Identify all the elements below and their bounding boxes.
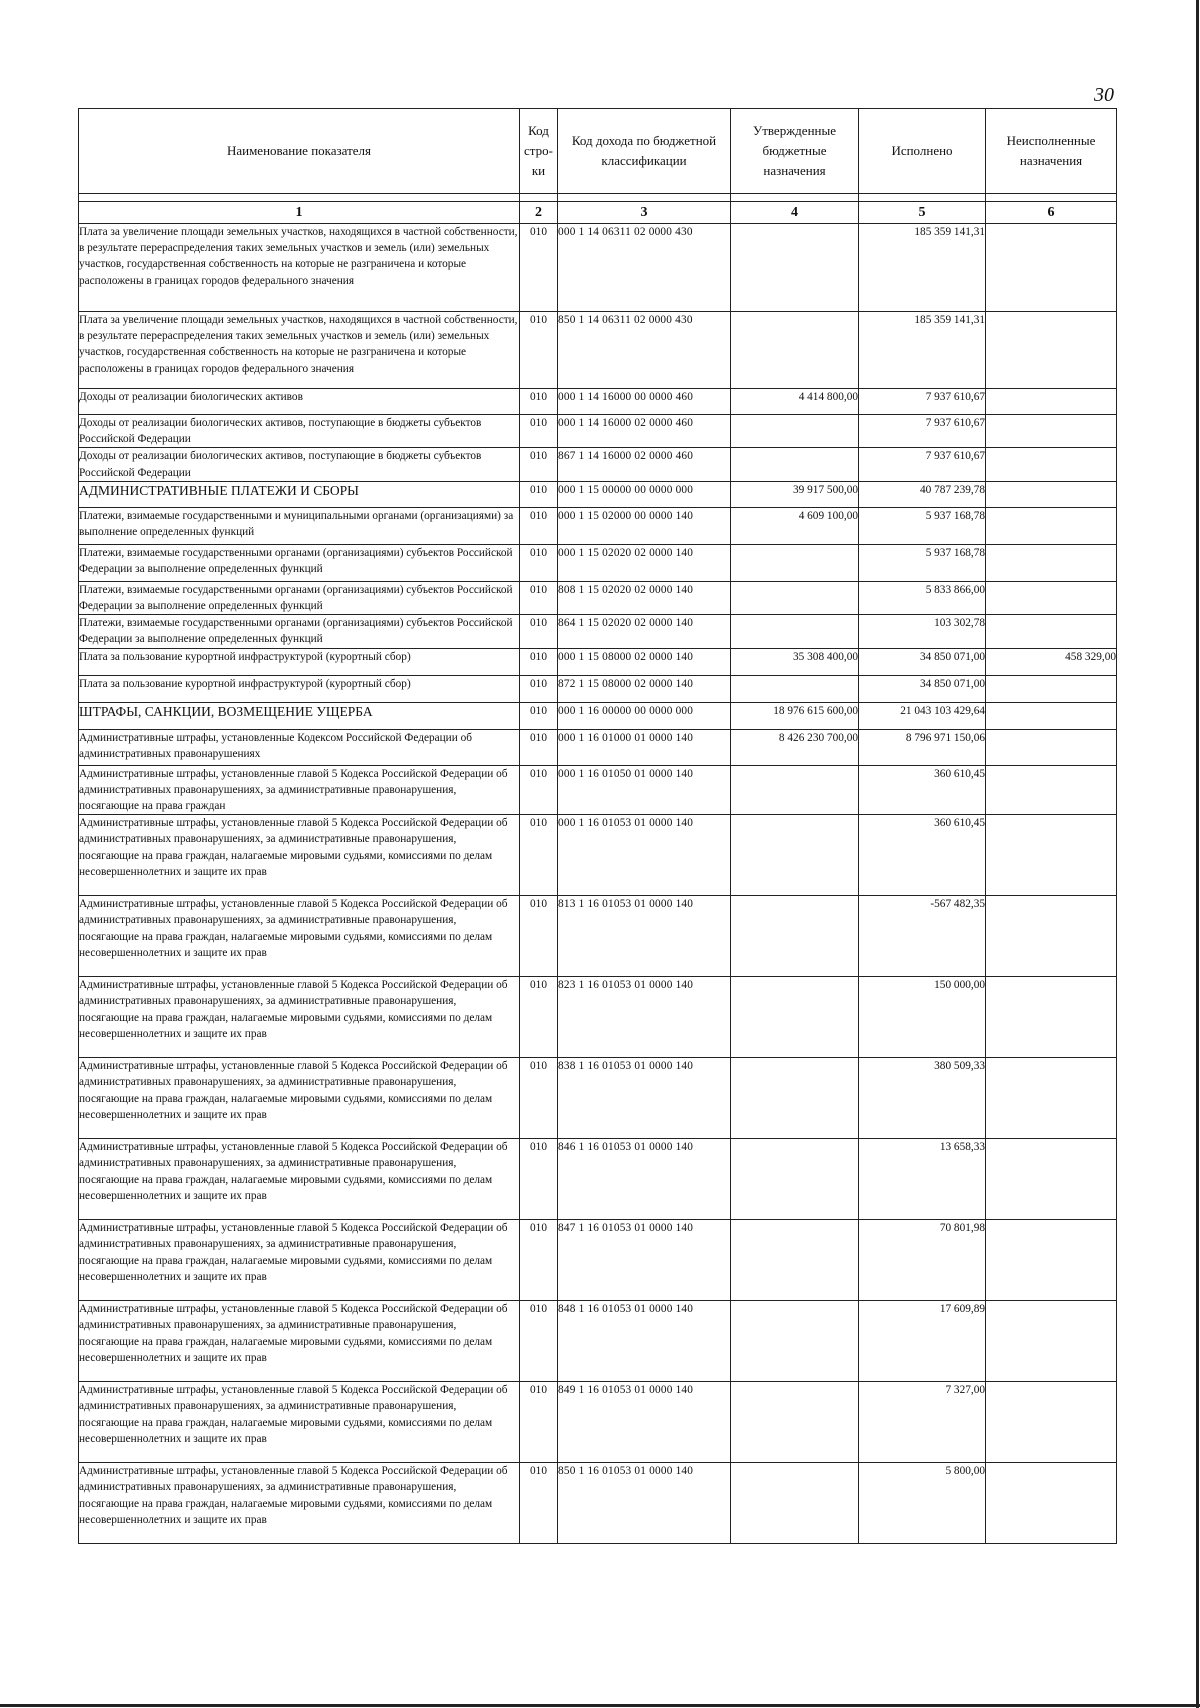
row-unexecuted [986, 1463, 1117, 1544]
row-executed: 7 937 610,67 [859, 448, 986, 481]
row-unexecuted [986, 1301, 1117, 1382]
row-approved: 4 609 100,00 [731, 507, 859, 544]
row-approved [731, 544, 859, 581]
row-income-code: 000 1 15 00000 00 0000 000 [558, 481, 731, 507]
table-row [79, 815, 1117, 896]
row-income-code: 849 1 16 01053 01 0000 140 [558, 1382, 731, 1463]
table-row [79, 702, 1117, 729]
row-income-code: 848 1 16 01053 01 0000 140 [558, 1301, 731, 1382]
row-name: Административные штрафы, установленные главой 5 Кодекса Российской Федерации об административных правонарушениях, за административные правонарушения, посягающие на права граждан, налагаемые мировыми судьями, комиссиями по делам несовершеннолетних и защите их прав [79, 1382, 520, 1463]
row-approved [731, 581, 859, 614]
table-row [79, 224, 1117, 312]
table-row [79, 1301, 1117, 1382]
row-approved [731, 896, 859, 977]
table-row [79, 1139, 1117, 1220]
row-name: Платежи, взимаемые государственными и муниципальными органами (организациями) за выполнение определенных функций [79, 507, 520, 544]
row-income-code: 846 1 16 01053 01 0000 140 [558, 1139, 731, 1220]
budget-execution-table [78, 108, 1117, 1544]
row-line-code: 010 [520, 815, 558, 896]
row-line-code: 010 [520, 448, 558, 481]
header-indicator-name: Наименование показателя [79, 109, 520, 194]
row-name: Доходы от реализации биологических активов, поступающие в бюджеты субъектов Российской Федерации [79, 448, 520, 481]
row-unexecuted [986, 815, 1117, 896]
row-executed: 185 359 141,31 [859, 312, 986, 389]
row-line-code: 010 [520, 648, 558, 675]
row-unexecuted [986, 896, 1117, 977]
row-line-code: 010 [520, 389, 558, 415]
row-name: Административные штрафы, установленные главой 5 Кодекса Российской Федерации об административных правонарушениях, за административные правонарушения, посягающие на права граждан, налагаемые мировыми судьями, комиссиями по делам несовершеннолетних и защите их прав [79, 1301, 520, 1382]
row-unexecuted [986, 312, 1117, 389]
column-number: 6 [986, 202, 1117, 224]
row-executed: 34 850 071,00 [859, 648, 986, 675]
row-unexecuted [986, 615, 1117, 648]
row-line-code: 010 [520, 1382, 558, 1463]
row-approved [731, 615, 859, 648]
table-row [79, 765, 1117, 815]
row-income-code: 000 1 14 16000 02 0000 460 [558, 415, 731, 448]
row-executed: 5 937 168,78 [859, 507, 986, 544]
row-approved [731, 1220, 859, 1301]
header-row [79, 109, 1117, 194]
row-executed: 150 000,00 [859, 977, 986, 1058]
row-approved: 18 976 615 600,00 [731, 702, 859, 729]
column-number: 4 [731, 202, 859, 224]
row-name: Доходы от реализации биологических активов, поступающие в бюджеты субъектов Российской Федерации [79, 415, 520, 448]
row-income-code: 867 1 14 16000 02 0000 460 [558, 448, 731, 481]
row-approved: 35 308 400,00 [731, 648, 859, 675]
row-approved [731, 977, 859, 1058]
header-unexecuted: Неисполненные назначения [986, 109, 1117, 194]
row-unexecuted [986, 977, 1117, 1058]
row-approved [731, 1463, 859, 1544]
row-name: Административные штрафы, установленные главой 5 Кодекса Российской Федерации об административных правонарушениях, за административные правонарушения, посягающие на права граждан, налагаемые мировыми судьями, комиссиями по делам несовершеннолетних и защите их прав [79, 815, 520, 896]
row-income-code: 000 1 16 00000 00 0000 000 [558, 702, 731, 729]
row-name: Плата за пользование курортной инфраструктурой (курортный сбор) [79, 648, 520, 675]
row-line-code: 010 [520, 702, 558, 729]
row-executed: 185 359 141,31 [859, 224, 986, 312]
row-unexecuted [986, 448, 1117, 481]
table-row [79, 1382, 1117, 1463]
column-number: 2 [520, 202, 558, 224]
row-executed: 103 302,78 [859, 615, 986, 648]
page-number: 30 [1094, 84, 1114, 106]
row-name: Платежи, взимаемые государственными органами (организациями) субъектов Российской Федерации за выполнение определенных функций [79, 581, 520, 614]
row-approved: 8 426 230 700,00 [731, 729, 859, 765]
row-line-code: 010 [520, 415, 558, 448]
row-line-code: 010 [520, 224, 558, 312]
row-line-code: 010 [520, 1301, 558, 1382]
row-approved [731, 1058, 859, 1139]
row-line-code: 010 [520, 481, 558, 507]
table-row [79, 448, 1117, 481]
row-line-code: 010 [520, 896, 558, 977]
row-unexecuted: 458 329,00 [986, 648, 1117, 675]
row-name: Административные штрафы, установленные главой 5 Кодекса Российской Федерации об административных правонарушениях, за административные правонарушения, посягающие на права граждан, налагаемые мировыми судьями, комиссиями по делам несовершеннолетних и защите их прав [79, 1463, 520, 1544]
row-line-code: 010 [520, 1463, 558, 1544]
row-line-code: 010 [520, 1220, 558, 1301]
row-approved [731, 1139, 859, 1220]
row-income-code: 000 1 16 01053 01 0000 140 [558, 815, 731, 896]
table-row [79, 312, 1117, 389]
row-unexecuted [986, 481, 1117, 507]
row-name: Административные штрафы, установленные Кодексом Российской Федерации об административных правонарушениях [79, 729, 520, 765]
row-approved [731, 815, 859, 896]
column-number: 1 [79, 202, 520, 224]
table-row [79, 389, 1117, 415]
row-name: Плата за пользование курортной инфраструктурой (курортный сбор) [79, 675, 520, 702]
row-approved [731, 224, 859, 312]
row-name: Административные штрафы, установленные главой 5 Кодекса Российской Федерации об административных правонарушениях, за административные правонарушения, посягающие на права граждан, налагаемые мировыми судьями, комиссиями по делам несовершеннолетних и защите их прав [79, 1058, 520, 1139]
page-edge-bottom [0, 1704, 1200, 1707]
row-approved [731, 1382, 859, 1463]
row-unexecuted [986, 1058, 1117, 1139]
row-unexecuted [986, 415, 1117, 448]
row-name: Административные штрафы, установленные главой 5 Кодекса Российской Федерации об административных правонарушениях, за административные правонарушения, посягающие на права граждан [79, 765, 520, 815]
row-income-code: 808 1 15 02020 02 0000 140 [558, 581, 731, 614]
row-executed: 70 801,98 [859, 1220, 986, 1301]
row-executed: 380 509,33 [859, 1058, 986, 1139]
row-name: Административные штрафы, установленные главой 5 Кодекса Российской Федерации об административных правонарушениях, за административные правонарушения, посягающие на права граждан, налагаемые мировыми судьями, комиссиями по делам несовершеннолетних и защите их прав [79, 1139, 520, 1220]
row-income-code: 000 1 15 08000 02 0000 140 [558, 648, 731, 675]
table-row [79, 1463, 1117, 1544]
row-line-code: 010 [520, 615, 558, 648]
row-executed: 8 796 971 150,06 [859, 729, 986, 765]
header-income-code: Код дохода по бюджетной классификации [558, 109, 731, 194]
header-line-code: Код стро-ки [520, 109, 558, 194]
table-row [79, 977, 1117, 1058]
table-row [79, 675, 1117, 702]
row-unexecuted [986, 507, 1117, 544]
row-executed: 13 658,33 [859, 1139, 986, 1220]
table-row [79, 481, 1117, 507]
row-executed: 360 610,45 [859, 815, 986, 896]
row-income-code: 000 1 14 16000 00 0000 460 [558, 389, 731, 415]
row-unexecuted [986, 389, 1117, 415]
row-income-code: 864 1 15 02020 02 0000 140 [558, 615, 731, 648]
row-unexecuted [986, 702, 1117, 729]
row-income-code: 813 1 16 01053 01 0000 140 [558, 896, 731, 977]
row-unexecuted [986, 1139, 1117, 1220]
table-row [79, 729, 1117, 765]
row-executed: 40 787 239,78 [859, 481, 986, 507]
row-line-code: 010 [520, 507, 558, 544]
table-row [79, 896, 1117, 977]
row-approved [731, 765, 859, 815]
row-unexecuted [986, 544, 1117, 581]
table-row [79, 1058, 1117, 1139]
row-name: Доходы от реализации биологических активов [79, 389, 520, 415]
column-number: 3 [558, 202, 731, 224]
row-executed: 17 609,89 [859, 1301, 986, 1382]
row-name: ШТРАФЫ, САНКЦИИ, ВОЗМЕЩЕНИЕ УЩЕРБА [79, 702, 520, 729]
row-name: Административные штрафы, установленные главой 5 Кодекса Российской Федерации об административных правонарушениях, за административные правонарушения, посягающие на права граждан, налагаемые мировыми судьями, комиссиями по делам несовершеннолетних и защите их прав [79, 1220, 520, 1301]
row-line-code: 010 [520, 544, 558, 581]
table-row [79, 1220, 1117, 1301]
header-approved: Утвержденные бюджетные назначения [731, 109, 859, 194]
row-executed: 34 850 071,00 [859, 675, 986, 702]
row-income-code: 872 1 15 08000 02 0000 140 [558, 675, 731, 702]
row-name: Платежи, взимаемые государственными органами (организациями) субъектов Российской Федерации за выполнение определенных функций [79, 615, 520, 648]
row-unexecuted [986, 1382, 1117, 1463]
row-executed: 5 800,00 [859, 1463, 986, 1544]
row-unexecuted [986, 765, 1117, 815]
row-executed: 5 833 866,00 [859, 581, 986, 614]
row-line-code: 010 [520, 675, 558, 702]
page-edge-right [1196, 0, 1199, 1708]
row-line-code: 010 [520, 1139, 558, 1220]
row-executed: -567 482,35 [859, 896, 986, 977]
row-executed: 7 327,00 [859, 1382, 986, 1463]
row-line-code: 010 [520, 765, 558, 815]
row-line-code: 010 [520, 312, 558, 389]
row-unexecuted [986, 581, 1117, 614]
row-line-code: 010 [520, 1058, 558, 1139]
row-approved: 39 917 500,00 [731, 481, 859, 507]
row-unexecuted [986, 224, 1117, 312]
row-approved [731, 675, 859, 702]
table-row [79, 615, 1117, 648]
row-unexecuted [986, 675, 1117, 702]
row-line-code: 010 [520, 581, 558, 614]
row-income-code: 847 1 16 01053 01 0000 140 [558, 1220, 731, 1301]
row-name: Плата за увеличение площади земельных участков, находящихся в частной собственности, в результате перераспределения таких земельных участков и земель (или) земельных участков, государственная собственность на которые не разграничена и которые расположены в границах городов федерального значения [79, 312, 520, 389]
row-executed: 5 937 168,78 [859, 544, 986, 581]
table-row [79, 507, 1117, 544]
row-executed: 360 610,45 [859, 765, 986, 815]
table-row [79, 415, 1117, 448]
row-name: Плата за увеличение площади земельных участков, находящихся в частной собственности, в результате перераспределения таких земельных участков и земель (или) земельных участков, государственная собственность на которые не разграничена и которые расположены в границах городов федерального значения [79, 224, 520, 312]
table-row [79, 648, 1117, 675]
row-line-code: 010 [520, 729, 558, 765]
header-executed: Исполнено [859, 109, 986, 194]
row-name: Платежи, взимаемые государственными органами (организациями) субъектов Российской Федерации за выполнение определенных функций [79, 544, 520, 581]
row-income-code: 850 1 16 01053 01 0000 140 [558, 1463, 731, 1544]
row-name: Административные штрафы, установленные главой 5 Кодекса Российской Федерации об административных правонарушениях, за административные правонарушения, посягающие на права граждан, налагаемые мировыми судьями, комиссиями по делам несовершеннолетних и защите их прав [79, 977, 520, 1058]
row-approved [731, 448, 859, 481]
row-approved: 4 414 800,00 [731, 389, 859, 415]
column-number-row [79, 202, 1117, 224]
row-approved [731, 1301, 859, 1382]
row-income-code: 000 1 15 02020 02 0000 140 [558, 544, 731, 581]
column-number: 5 [859, 202, 986, 224]
row-name: АДМИНИСТРАТИВНЫЕ ПЛАТЕЖИ И СБОРЫ [79, 481, 520, 507]
row-income-code: 000 1 14 06311 02 0000 430 [558, 224, 731, 312]
row-income-code: 823 1 16 01053 01 0000 140 [558, 977, 731, 1058]
row-income-code: 000 1 16 01000 01 0000 140 [558, 729, 731, 765]
row-income-code: 850 1 14 06311 02 0000 430 [558, 312, 731, 389]
row-name: Административные штрафы, установленные главой 5 Кодекса Российской Федерации об административных правонарушениях, за административные правонарушения, посягающие на права граждан, налагаемые мировыми судьями, комиссиями по делам несовершеннолетних и защите их прав [79, 896, 520, 977]
row-executed: 7 937 610,67 [859, 389, 986, 415]
row-unexecuted [986, 1220, 1117, 1301]
row-line-code: 010 [520, 977, 558, 1058]
row-unexecuted [986, 729, 1117, 765]
row-income-code: 838 1 16 01053 01 0000 140 [558, 1058, 731, 1139]
header-spacer-row [79, 194, 1117, 202]
table-body [79, 224, 1117, 1544]
row-executed: 7 937 610,67 [859, 415, 986, 448]
row-approved [731, 415, 859, 448]
row-income-code: 000 1 15 02000 00 0000 140 [558, 507, 731, 544]
row-approved [731, 312, 859, 389]
row-executed: 21 043 103 429,64 [859, 702, 986, 729]
table-row [79, 544, 1117, 581]
row-income-code: 000 1 16 01050 01 0000 140 [558, 765, 731, 815]
table-header [79, 109, 1117, 224]
table-row [79, 581, 1117, 614]
